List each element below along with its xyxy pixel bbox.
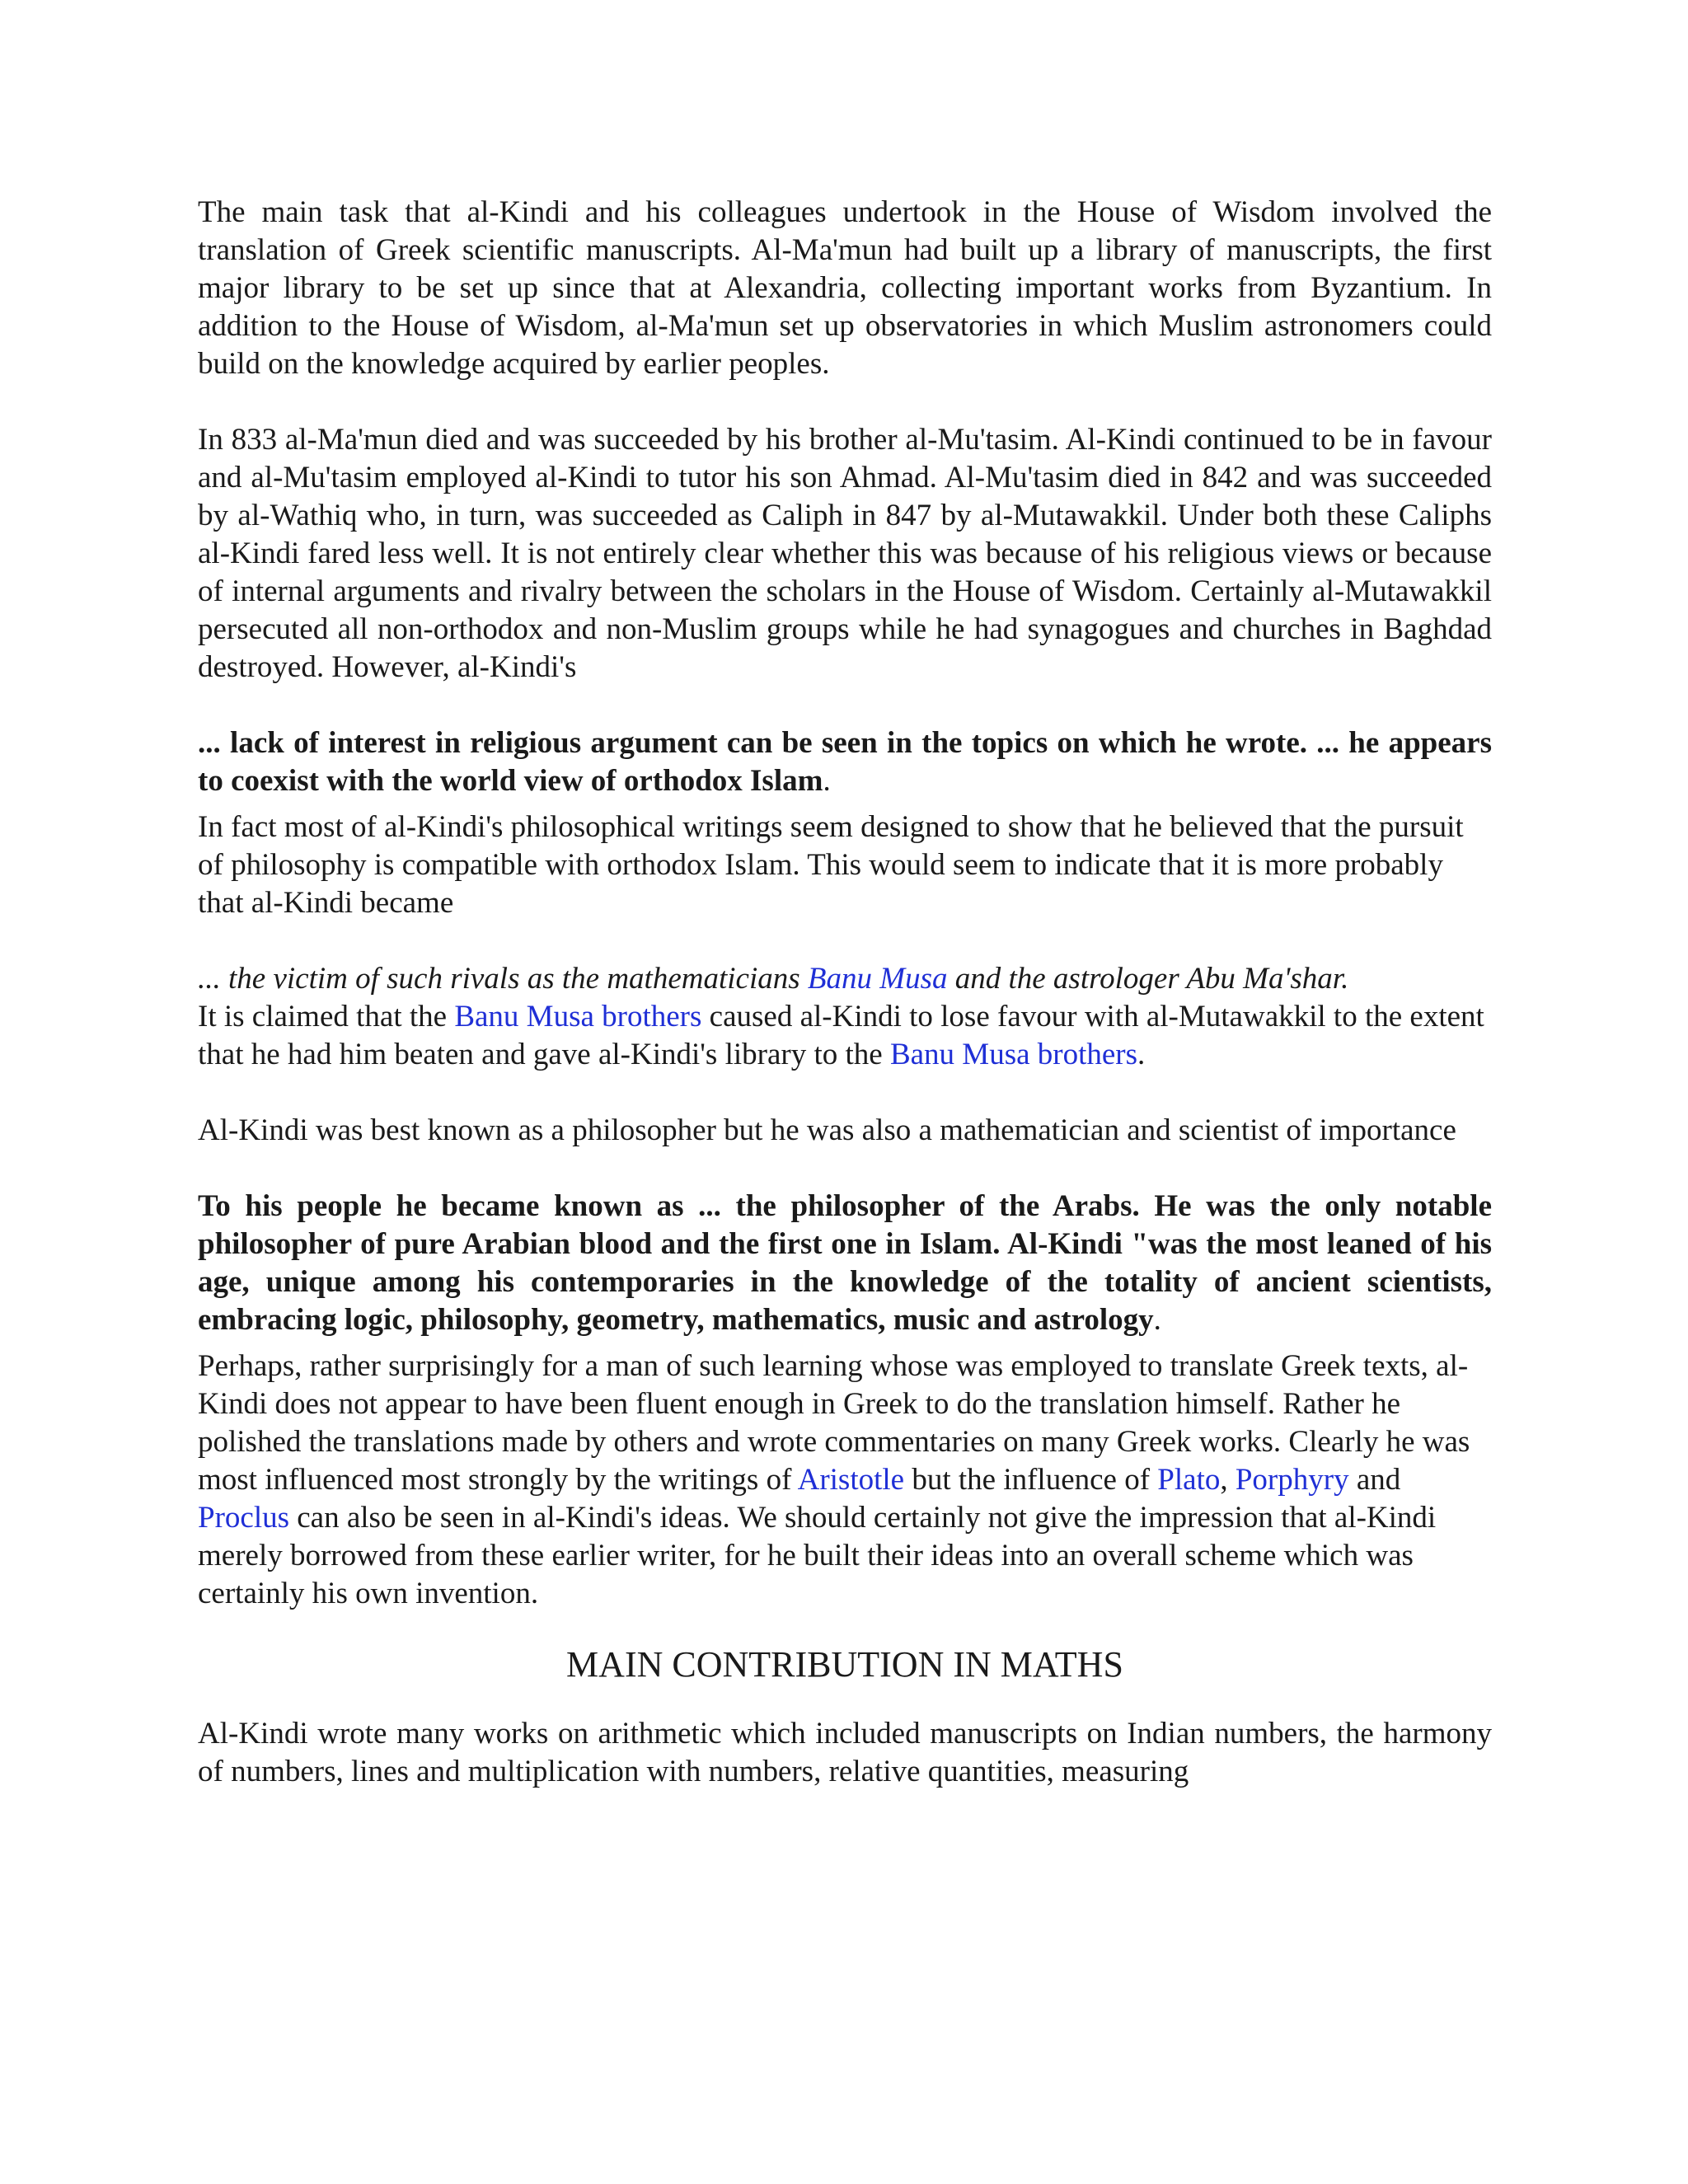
quote-text: ... the victim of such rivals as the mathematicians: [198, 962, 808, 996]
quote-philosopher-of-arabs: [198, 1188, 1492, 1339]
paragraph-arithmetic-container: [198, 1715, 1492, 1791]
paragraph-influences: [198, 1347, 1492, 1613]
document-body: [198, 194, 1492, 1791]
paragraph-house-of-wisdom: The main task that al-Kindi and his colleagues undertook in the House of Wisdom involved the translation of Greek scientific manuscripts. Al-Ma'mun had built up a library of manuscripts, the first major library to be set up since that at Alexandria, collecting important works from Byzantium. In addition to the House of Wisdom, al-Ma'mun set up observatories in which Muslim astronomers could build on the knowledge acquired by earlier peoples.: [198, 195, 1492, 381]
link-aristotle[interactable]: Aristotle: [797, 1463, 905, 1497]
text-segment: Perhaps, rather surprisingly for a man of such learning whose was employed to translate Greek texts, al-Kindi does not appear to have been fluent enough in Greek to do the translation himself. Rather he polished the translations made by others and wrote commentaries on many Greek works. Clearly he was most influenced most strongly by the writings of: [198, 1349, 1470, 1497]
text-segment: but the influence of: [904, 1463, 1158, 1497]
link-proclus[interactable]: Proclus: [198, 1501, 289, 1535]
paragraph-arithmetic: Al-Kindi wrote many works on arithmetic which included manuscripts on Indian numbers, the harmony of numbers, lines and multiplication with numbers, relative quantities, measuring: [198, 1717, 1492, 1788]
section-heading: MAIN CONTRIBUTION IN MATHS: [566, 1644, 1123, 1685]
quote-end: .: [1153, 1303, 1161, 1337]
quote-rivals: [198, 960, 1492, 998]
paragraph-philosophy: In fact most of al-Kindi's philosophical writings seem designed to show that he believed that the pursuit of philosophy is compatible with orthodox Islam. This would seem to indicate that it is more probably that al-Kindi became: [198, 810, 1464, 920]
paragraph-banu-musa: [198, 998, 1492, 1074]
quote-text: ... lack of interest in religious argument can be seen in the topics on which he wrote. ... he appears to coexist with the world view of orthodox Islam: [198, 726, 1492, 798]
link-plato[interactable]: Plato: [1157, 1463, 1221, 1497]
link-banu-musa[interactable]: Banu Musa: [807, 962, 948, 996]
paragraph-succession: In 833 al-Ma'mun died and was succeeded by his brother al-Mu'tasim. Al-Kindi continued to be in favour and al-Mu'tasim employed al-Kindi to tutor his son Ahmad. Al-Mu'tasim died in 842 and was succeeded by al-Wathiq who, in turn, was succeeded as Caliph in 847 by al-Mutawakkil. Under both these Caliphs al-Kindi fared less well. It is not entirely clear whether this was because of his religious views or because of internal arguments and rivalry between the scholars in the House of Wisdom. Certainly al-Mutawakkil persecuted all non-orthodox and non-Muslim groups while he had synagogues and churches in Baghdad destroyed. However, al-Kindi's: [198, 423, 1492, 684]
text-segment: can also be seen in al-Kindi's ideas. We should certainly not give the impression that al-Kindi merely borrowed from these earlier writer, for he built their ideas into an overall scheme which was certainly his own invention.: [198, 1501, 1437, 1610]
quote-religious-argument: [198, 724, 1492, 800]
text-segment: ,: [1220, 1463, 1236, 1497]
text-segment: and: [1348, 1463, 1401, 1497]
quote-text: and the astrologer Abu Ma'shar.: [947, 962, 1349, 996]
text-segment: It is claimed that the: [198, 1000, 455, 1033]
paragraph-philosopher: Al-Kindi was best known as a philosopher but he was also a mathematician and scientist of importance: [198, 1113, 1456, 1147]
link-porphyry[interactable]: Porphyry: [1235, 1463, 1349, 1497]
text-segment: .: [1137, 1038, 1146, 1071]
text-segment: caused al-Kindi to lose favour with al-Mutawakkil to the extent that he had him beaten and gave al-Kindi's library to the: [198, 1000, 1484, 1071]
link-banu-musa-brothers[interactable]: Banu Musa brothers: [454, 1000, 702, 1033]
quote-end: .: [823, 764, 831, 798]
quote-text: To his people he became known as ... the philosopher of the Arabs. He was the only notable philosopher of pure Arabian blood and the first one in Islam. Al-Kindi "was the most leaned of his age, unique among his contemporaries in the knowledge of the totality of ancient scientists, embracing logic, philosophy, geometry, mathematics, music and astrology: [198, 1189, 1492, 1337]
link-banu-musa-brothers[interactable]: Banu Musa brothers: [889, 1038, 1138, 1071]
